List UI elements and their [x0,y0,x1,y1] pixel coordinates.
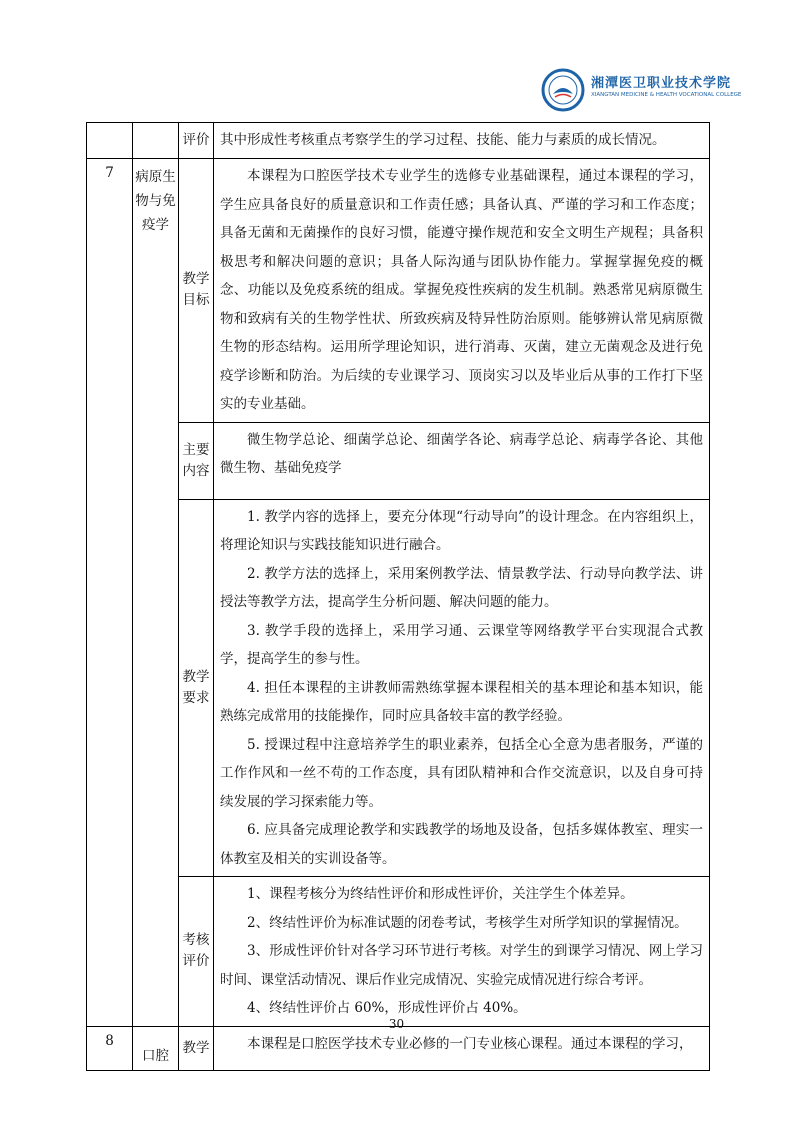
evaluation-label: 考核评价 [179,877,214,1027]
table-row [87,123,710,159]
course-name: 病原生物与免疫学 [133,159,179,1027]
school-logo [541,68,741,112]
school-emblem-icon [541,68,585,112]
goal-label: 教学 [179,1026,214,1070]
table-row [87,159,710,423]
goal-label: 教学目标 [179,159,214,423]
main-content: 微生物学总论、细菌学总论、细菌学各论、病毒学总论、病毒学各论、其他微生物、基础免疫学 [214,422,710,499]
course-number: 7 [87,159,133,1027]
table-row [87,1026,710,1070]
course-name: 口腔 [133,1026,179,1070]
cell-name [133,123,179,159]
curriculum-table [86,122,710,1071]
content-label: 主要内容 [179,422,214,499]
cell-no [87,123,133,159]
table-row [87,422,710,499]
requirement-content: 1. 教学内容的选择上，要充分体现“行动导向”的设计理念。在内容组织上，将理论知识与实践技能知识进行融合。 2. 教学方法的选择上，采用案例教学法、情景教学法、行动导向教学法、讲授法等教学方法，提高学生分析问题、解决问题的能力。 3. 教学手段的选择上，采用学习通、云课堂等网络教学平台实现混合式教学，提高学生的参与性。 4. 担任本课程的主讲教师需熟练掌握本课程相关的基本理论和基本知识，能熟练完成常用的技能操作，同时应具备较丰富的教学经验。 5. 授课过程中注意培养学生的职业素养，包括全心全意为患者服务，严谨的工作作风和一丝不苟的工作态度，具有团队精神和合作交流意识，以及自身可持续发展的学习探索能力等。 6. 应具备完成理论教学和实践教学的场地及设备，包括多媒体教室、理实一体教室及相关的实训设备等。 [214,499,710,877]
table-row [87,499,710,877]
school-name: 湘潭医卫职业技术学院 [591,76,732,91]
page-number: 30 [388,1017,405,1031]
table-row [87,877,710,1027]
school-name-en: XIANGTAN MEDICINE & HEALTH VOCATIONAL COLLEGE [591,92,742,98]
goal-content: 本课程为口腔医学技术专业学生的选修专业基础课程，通过本课程的学习，学生应具备良好的质量意识和工作责任感；具备认真、严谨的学习和工作态度；具备无菌和无菌操作的良好习惯，能遵守操作规范和安全文明生产规程；具备积极思考和解决问题的意识；具备人际沟通与团队协作能力。掌握掌握免疫的概念、功能以及免疫系统的组成。掌握免疫性疾病的发生机制。熟悉常见病原微生物和致病有关的生物学性状、所致疾病及特异性防治原则。能够辨认常见病原微生物的形态结构。运用所学理论知识，进行消毒、灭菌，建立无菌观念及进行免疫学诊断和防治。为后续的专业课学习、顶岗实习以及毕业后从事的工作打下坚实的专业基础。 [214,159,710,423]
requirement-label: 教学要求 [179,499,214,877]
course-number: 8 [87,1026,133,1070]
evaluation-content: 1、课程考核分为终结性评价和形成性评价，关注学生个体差异。 2、终结性评价为标准试题的闭卷考试，考核学生对所学知识的掌握情况。 3、形成性评价针对各学习环节进行考核。对学生的到课学习情况、网上学习时间、课堂活动情况、课后作业完成情况、实验完成情况进行综合考评。 4、终结性评价占 60%，形成性评价占 40%。 [214,877,710,1027]
row-content: 其中形成性考核重点考察学生的学习过程、技能、能力与素质的成长情况。 [214,123,710,159]
row-label: 评价 [179,123,214,159]
goal-content: 本课程是口腔医学技术专业必修的一门专业核心课程。通过本课程的学习， [214,1026,710,1070]
